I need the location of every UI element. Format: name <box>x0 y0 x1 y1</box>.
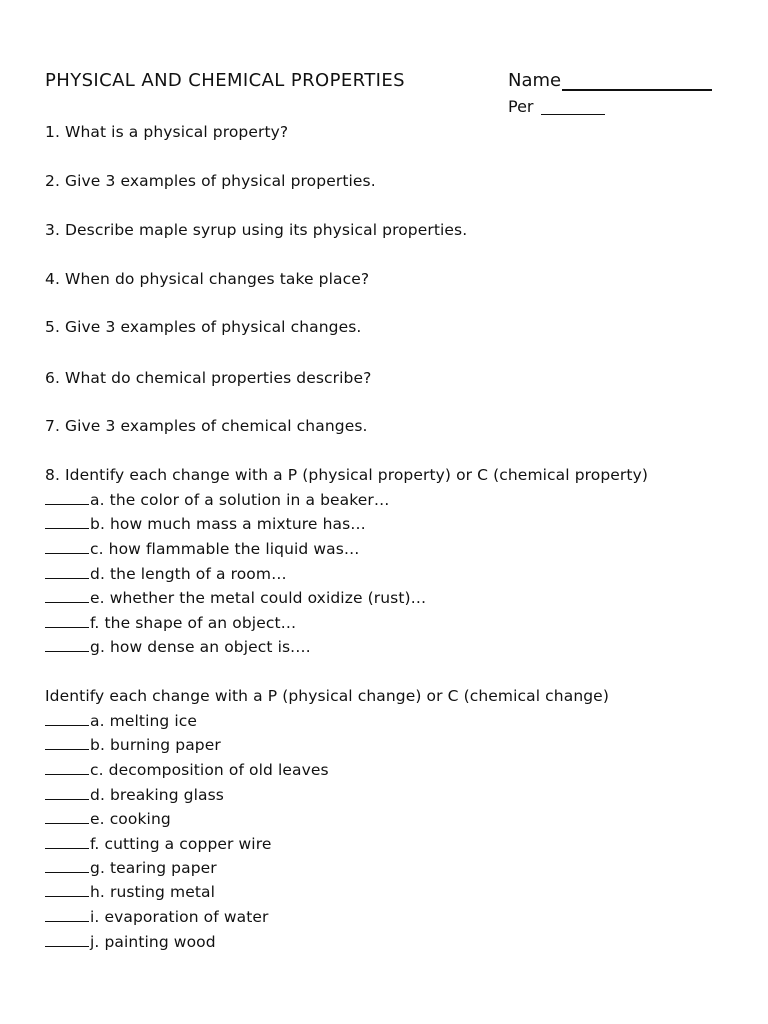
answer-blank <box>45 503 89 505</box>
answer-blank <box>45 748 89 750</box>
item-text: e. cooking <box>90 810 171 828</box>
question-7: 7. Give 3 examples of chemical changes. <box>45 417 368 435</box>
name-label: Name <box>508 70 562 91</box>
answer-blank <box>45 552 89 554</box>
list-item <box>45 908 269 926</box>
question-1: 1. What is a physical property? <box>45 123 289 141</box>
answer-blank <box>45 895 89 897</box>
answer-blank <box>45 601 89 603</box>
list-item <box>45 761 329 779</box>
period-blank-line <box>541 114 605 115</box>
question-6: 6. What do chemical properties describe? <box>45 369 372 387</box>
item-text: b. how much mass a mixture has… <box>90 515 366 533</box>
list-item <box>45 883 215 901</box>
list-item <box>45 712 197 730</box>
answer-blank <box>45 798 89 800</box>
answer-blank <box>45 920 89 922</box>
list-item <box>45 515 366 533</box>
question-2: 2. Give 3 examples of physical properties. <box>45 172 376 190</box>
answer-blank <box>45 945 89 947</box>
item-text: a. melting ice <box>90 712 198 730</box>
item-text: d. the length of a room… <box>90 565 287 583</box>
answer-blank <box>45 871 89 873</box>
question-3: 3. Describe maple syrup using its physical properties. <box>45 221 468 239</box>
list-item <box>45 786 224 804</box>
item-text: h. rusting metal <box>90 883 216 901</box>
item-text: a. the color of a solution in a beaker… <box>90 491 390 509</box>
answer-blank <box>45 527 89 529</box>
item-text: i. evaporation of water <box>90 908 269 926</box>
answer-blank <box>45 847 89 849</box>
answer-blank <box>45 724 89 726</box>
list-item <box>45 835 271 853</box>
list-item <box>45 589 426 607</box>
item-text: c. how flammable the liquid was… <box>90 540 360 558</box>
question-8-prompt: 8. Identify each change with a P (physical property) or C (chemical property) <box>45 466 649 484</box>
question-9-prompt: Identify each change with a P (physical change) or C (chemical change) <box>45 687 609 705</box>
item-text: g. how dense an object is.… <box>90 638 311 656</box>
list-item <box>45 810 171 828</box>
answer-blank <box>45 650 89 652</box>
item-text: c. decomposition of old leaves <box>90 761 329 779</box>
item-text: d. breaking glass <box>90 786 224 804</box>
list-item <box>45 565 287 583</box>
list-item <box>45 859 217 877</box>
item-text: j. painting wood <box>90 933 216 951</box>
list-item <box>45 540 360 558</box>
list-item <box>45 614 296 632</box>
item-text: f. the shape of an object… <box>90 614 297 632</box>
item-text: f. cutting a copper wire <box>90 835 272 853</box>
item-text: b. burning paper <box>90 736 221 754</box>
worksheet-title: PHYSICAL AND CHEMICAL PROPERTIES <box>45 70 405 91</box>
list-item <box>45 933 216 951</box>
period-label: Per <box>508 97 534 116</box>
item-text: e. whether the metal could oxidize (rust)… <box>90 589 427 607</box>
list-item <box>45 736 221 754</box>
question-5: 5. Give 3 examples of physical changes. <box>45 318 362 336</box>
question-4: 4. When do physical changes take place? <box>45 270 370 288</box>
answer-blank <box>45 577 89 579</box>
list-item <box>45 491 390 509</box>
list-item <box>45 638 311 656</box>
name-blank-line <box>562 89 712 91</box>
answer-blank <box>45 773 89 775</box>
answer-blank <box>45 822 89 824</box>
item-text: g. tearing paper <box>90 859 217 877</box>
answer-blank <box>45 626 89 628</box>
